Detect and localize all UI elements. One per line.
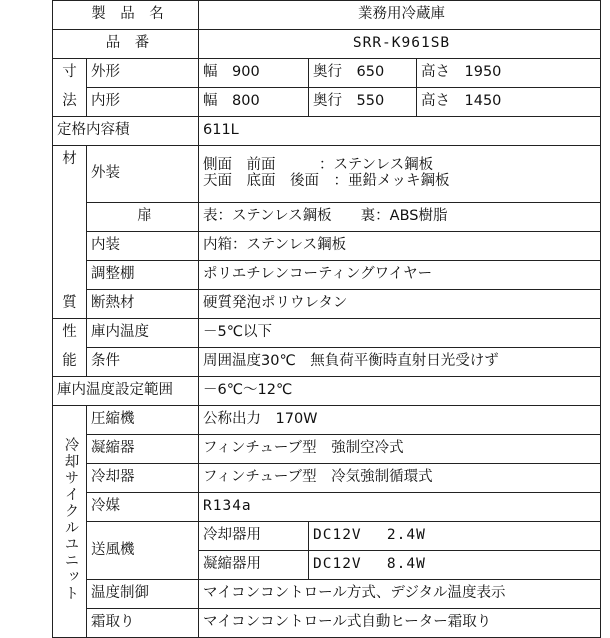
temp-control-value: マイコンコントロール方式、デジタル温度表示 bbox=[199, 580, 601, 609]
material-group-bottom: 質 bbox=[62, 295, 77, 312]
row-product-name bbox=[53, 1, 601, 30]
row-model bbox=[53, 30, 601, 59]
material-shelf-value: ポリエチレンコーティングワイヤー bbox=[199, 261, 601, 290]
inner-depth: 奥行 550 bbox=[309, 88, 417, 117]
row-cooling-compressor bbox=[53, 406, 601, 435]
performance-condition-label: 条件 bbox=[87, 348, 199, 377]
performance-condition-value: 周囲温度30℃ 無負荷平衡時直射日光受けず bbox=[199, 348, 601, 377]
row-inner-dimensions bbox=[53, 88, 601, 117]
dimensions-group-bottom: 法 bbox=[62, 93, 77, 110]
outer-width: 幅 900 bbox=[199, 59, 309, 88]
performance-temp-label: 庫内温度 bbox=[87, 319, 199, 348]
capacity-label: 定格内容積 bbox=[53, 117, 199, 146]
model-value: SRR-K961SB bbox=[199, 30, 601, 59]
fan-evaporator-value: DC12V 2.4W bbox=[309, 522, 601, 551]
row-performance-temp bbox=[53, 319, 601, 348]
row-temp-control bbox=[53, 580, 601, 609]
performance-group-bottom: 能 bbox=[62, 353, 77, 370]
row-temp-range bbox=[53, 377, 601, 406]
outer-depth: 奥行 650 bbox=[309, 59, 417, 88]
inner-height: 高さ 1450 bbox=[417, 88, 601, 117]
row-cooling-refrigerant bbox=[53, 493, 601, 522]
material-group-label bbox=[53, 146, 87, 319]
performance-group-label bbox=[53, 319, 87, 377]
material-interior-value: 内箱：ステンレス鋼板 bbox=[199, 232, 601, 261]
outer-height: 高さ 1950 bbox=[417, 59, 601, 88]
row-performance-condition bbox=[53, 348, 601, 377]
model-label: 品 番 bbox=[53, 30, 199, 59]
row-fan-evaporator bbox=[53, 522, 601, 551]
material-interior-label: 内装 bbox=[87, 232, 199, 261]
defrost-label: 霜取り bbox=[87, 609, 199, 638]
material-exterior-value bbox=[199, 146, 601, 203]
temp-range-label: 庫内温度設定範囲 bbox=[53, 377, 199, 406]
evaporator-label: 冷却器 bbox=[87, 464, 199, 493]
fan-condenser-name: 凝縮器用 bbox=[199, 551, 309, 580]
refrigerant-value: R134a bbox=[199, 493, 601, 522]
row-material-insulation bbox=[53, 290, 601, 319]
material-exterior-line1: 側面 前面 ：ステンレス鋼板 bbox=[203, 157, 434, 174]
row-cooling-evaporator bbox=[53, 464, 601, 493]
performance-temp-value: －5℃以下 bbox=[199, 319, 601, 348]
inner-width: 幅 800 bbox=[199, 88, 309, 117]
row-material-exterior bbox=[53, 146, 601, 203]
performance-group-top: 性 bbox=[62, 324, 77, 340]
compressor-label: 圧縮機 bbox=[87, 406, 199, 435]
temp-control-label: 温度制御 bbox=[87, 580, 199, 609]
material-exterior-label: 外装 bbox=[87, 146, 199, 203]
capacity-value: 611L bbox=[199, 117, 601, 146]
refrigerant-label: 冷媒 bbox=[87, 493, 199, 522]
material-door-value: 表：ステンレス鋼板 裏：ABS樹脂 bbox=[199, 203, 601, 232]
row-material-interior bbox=[53, 232, 601, 261]
inner-dimensions-label: 内形 bbox=[87, 88, 199, 117]
fan-evaporator-name: 冷却器用 bbox=[199, 522, 309, 551]
material-exterior-line2: 天面 底面 後面 ：亜鉛メッキ鋼板 bbox=[203, 173, 450, 189]
row-cooling-condenser bbox=[53, 435, 601, 464]
row-material-door bbox=[53, 203, 601, 232]
cooling-group-label bbox=[53, 406, 87, 638]
material-shelf-label: 調整棚 bbox=[87, 261, 199, 290]
material-door-label: 扉 bbox=[87, 203, 199, 232]
material-group-top: 材 bbox=[62, 151, 77, 167]
fan-condenser-value: DC12V 8.4W bbox=[309, 551, 601, 580]
product-name-label: 製 品 名 bbox=[53, 1, 199, 30]
condenser-label: 凝縮器 bbox=[87, 435, 199, 464]
row-defrost bbox=[53, 609, 601, 638]
outer-dimensions-label: 外形 bbox=[87, 59, 199, 88]
dimensions-group-top: 寸 bbox=[62, 64, 77, 80]
product-name-value: 業務用冷蔵庫 bbox=[199, 1, 601, 30]
row-outer-dimensions bbox=[53, 59, 601, 88]
fan-label: 送風機 bbox=[87, 522, 199, 580]
evaporator-value: フィンチューブ型 冷気強制循環式 bbox=[199, 464, 601, 493]
row-capacity bbox=[53, 117, 601, 146]
condenser-value: フィンチューブ型 強制空冷式 bbox=[199, 435, 601, 464]
material-insulation-value: 硬質発泡ポリウレタン bbox=[199, 290, 601, 319]
row-material-shelf bbox=[53, 261, 601, 290]
compressor-value: 公称出力 170W bbox=[199, 406, 601, 435]
material-insulation-label: 断熱材 bbox=[87, 290, 199, 319]
cooling-group-text: 冷却サイクルユニット bbox=[62, 436, 79, 602]
defrost-value: マイコンコントロール式自動ヒーター霜取り bbox=[199, 609, 601, 638]
spec-table bbox=[52, 0, 601, 638]
temp-range-value: －6℃～12℃ bbox=[199, 377, 601, 406]
dimensions-group-label bbox=[53, 59, 87, 117]
